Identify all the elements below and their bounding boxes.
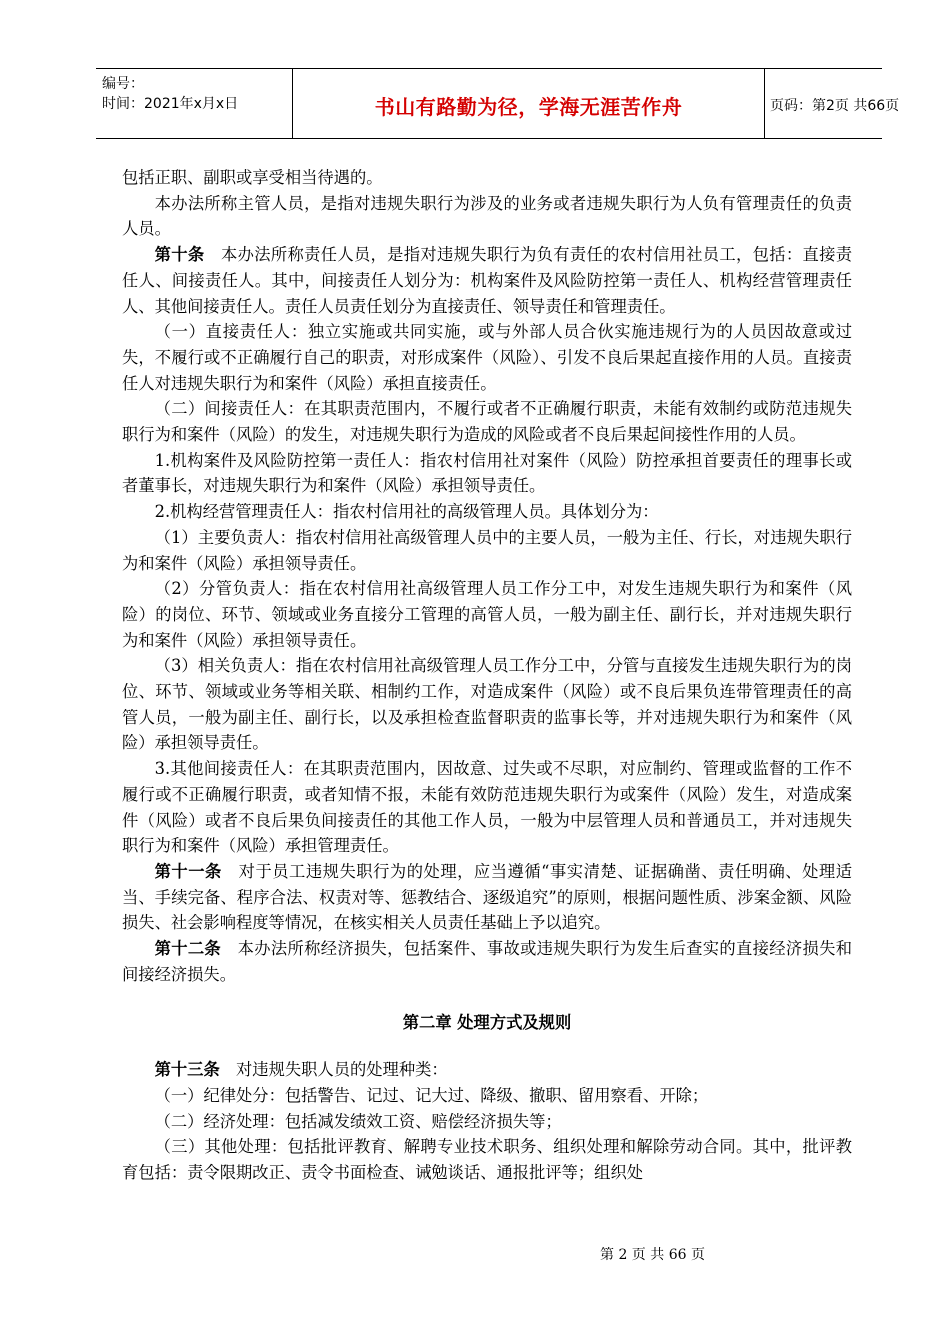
article-number: 第十三条 bbox=[154, 1060, 220, 1080]
paragraph-text: （1）主要负责人：指农村信用社高级管理人员中的主要人员，一般为主任、行长，对违规失职行为和案件（风险）承担领导责任。 bbox=[122, 527, 852, 573]
body-paragraph bbox=[122, 859, 852, 936]
paragraph-text: 本办法所称主管人员，是指对违规失职行为涉及的业务或者违规失职行为人负有管理责任的负责人员。 bbox=[122, 193, 852, 239]
body-paragraph bbox=[122, 756, 852, 859]
header-motto-cell bbox=[292, 69, 765, 138]
paragraph-text: （二）间接责任人：在其职责范围内，不履行或者不正确履行职责，未能有效制约或防范违规失职行为和案件（风险）的发生，对违规失职行为造成的风险或者不良后果起间接性作用的人员。 bbox=[122, 399, 852, 445]
body-paragraph bbox=[122, 319, 852, 396]
paragraph-text: 对于员工违规失职行为的处理，应当遵循“事实清楚、证据确凿、责任明确、处理适当、手续完备、程序合法、权责对等、惩教结合、逐级追究”的原则，根据问题性质、涉案金额、风险损失、社会影响程度等情况，在核实相关人员责任基础上予以追究。 bbox=[122, 861, 852, 933]
article-number: 第十二条 bbox=[154, 939, 222, 959]
paragraph-text: 本办法所称经济损失，包括案件、事故或违规失职行为发生后查实的直接经济损失和间接经济损失。 bbox=[122, 939, 852, 984]
article-section-2 bbox=[122, 1057, 852, 1186]
paragraph-text: （3）相关负责人：指在农村信用社高级管理人员工作分工中，分管与直接发生违规失职行为的岗位、环节、领域或业务等相关联、相制约工作，对造成案件（风险）或不良后果负连带管理责任的高管人员，一般为副主任、副行长，以及承担检查监督职责的监事长等，并对违规失职行为和案件（风险）承担领导责任。 bbox=[122, 656, 852, 753]
paragraph-text: （二）经济处理：包括减发绩效工资、赔偿经济损失等； bbox=[154, 1111, 562, 1131]
body-paragraph bbox=[122, 448, 852, 499]
document-body bbox=[122, 165, 852, 1186]
body-paragraph bbox=[122, 1057, 852, 1083]
paragraph-text: （一）纪律处分：包括警告、记过、记大过、降级、撤职、留用察看、开除； bbox=[154, 1085, 709, 1105]
header-meta-cell bbox=[96, 69, 292, 138]
paragraph-text: 本办法所称责任人员，是指对违规失职行为负有责任的农村信用社员工，包括：直接责任人、间接责任人。其中，间接责任人划分为：机构案件及风险防控第一责任人、机构经营管理责任人、其他间接责任人。责任人员责任划分为直接责任、领导责任和管理责任。 bbox=[122, 245, 852, 316]
page-header bbox=[96, 68, 900, 139]
document-code-label: 编号： bbox=[102, 76, 144, 92]
document-time-label: 时间：2021年x月x日 bbox=[102, 96, 239, 112]
body-paragraph bbox=[122, 1083, 852, 1109]
article-section-1 bbox=[122, 165, 852, 988]
paragraph-text: （三）其他处理：包括批评教育、解聘专业技术职务、组织处理和解除劳动合同。其中，批评教育包括：责令限期改正、责令书面检查、诫勉谈话、通报批评等；组织处 bbox=[122, 1137, 852, 1183]
body-paragraph bbox=[122, 165, 852, 191]
body-paragraph bbox=[122, 576, 852, 653]
paragraph-text: 3.其他间接责任人：在其职责范围内，因故意、过失或不尽职，对应制约、管理或监督的工作不履行或不正确履行职责，或者知情不报，未能有效防范违规失职行为或案件（风险）发生，对造成案件（风险）或者不良后果负间接责任的其他工作人员，一般为中层管理人员和普通员工，并对违规失职行为和案件（风险）承担管理责任。 bbox=[122, 759, 852, 856]
paragraph-text: 2.机构经营管理责任人：指农村信用社的高级管理人员。具体划分为： bbox=[154, 502, 659, 522]
body-paragraph bbox=[122, 499, 852, 525]
body-paragraph bbox=[122, 191, 852, 242]
body-paragraph bbox=[122, 396, 852, 447]
paragraph-text: 包括正职、副职或享受相当待遇的。 bbox=[122, 168, 383, 187]
paragraph-text: 1.机构案件及风险防控第一责任人：指农村信用社对案件（风险）防控承担首要责任的理事长或者董事长，对违规失职行为和案件（风险）承担领导责任。 bbox=[122, 450, 852, 496]
header-page-cell bbox=[764, 69, 900, 138]
body-paragraph bbox=[122, 653, 852, 756]
paragraph-text: （一）直接责任人：独立实施或共同实施，或与外部人员合伙实施违规行为的人员因故意或过失，不履行或不正确履行自己的职责，对形成案件（风险）、引发不良后果起直接作用的人员。直接责任人对违规失职行为和案件（风险）承担直接责任。 bbox=[122, 322, 852, 393]
article-number: 第十一条 bbox=[154, 861, 222, 881]
body-paragraph bbox=[122, 525, 852, 576]
page-footer: 第 2 页 共 66 页 bbox=[600, 1247, 705, 1263]
body-paragraph bbox=[122, 936, 852, 987]
body-paragraph bbox=[122, 1134, 852, 1185]
article-number: 第十条 bbox=[154, 245, 205, 265]
chapter-title: 第二章 处理方式及规则 bbox=[402, 1012, 572, 1032]
header-motto: 书山有路勤为径，学海无涯苦作舟 bbox=[374, 95, 683, 119]
body-paragraph bbox=[122, 1109, 852, 1135]
paragraph-text: （2）分管负责人：指在农村信用社高级管理人员工作分工中，对发生违规失职行为和案件（风险）的岗位、环节、领域或业务直接分工管理的高管人员，一般为副主任、副行长，并对违规失职行为和案件（风险）承担领导责任。 bbox=[122, 579, 852, 650]
header-page-number: 页码：第2页 共66页 bbox=[770, 98, 900, 114]
paragraph-text: 对违规失职人员的处理种类： bbox=[219, 1060, 448, 1080]
body-paragraph bbox=[122, 242, 852, 319]
